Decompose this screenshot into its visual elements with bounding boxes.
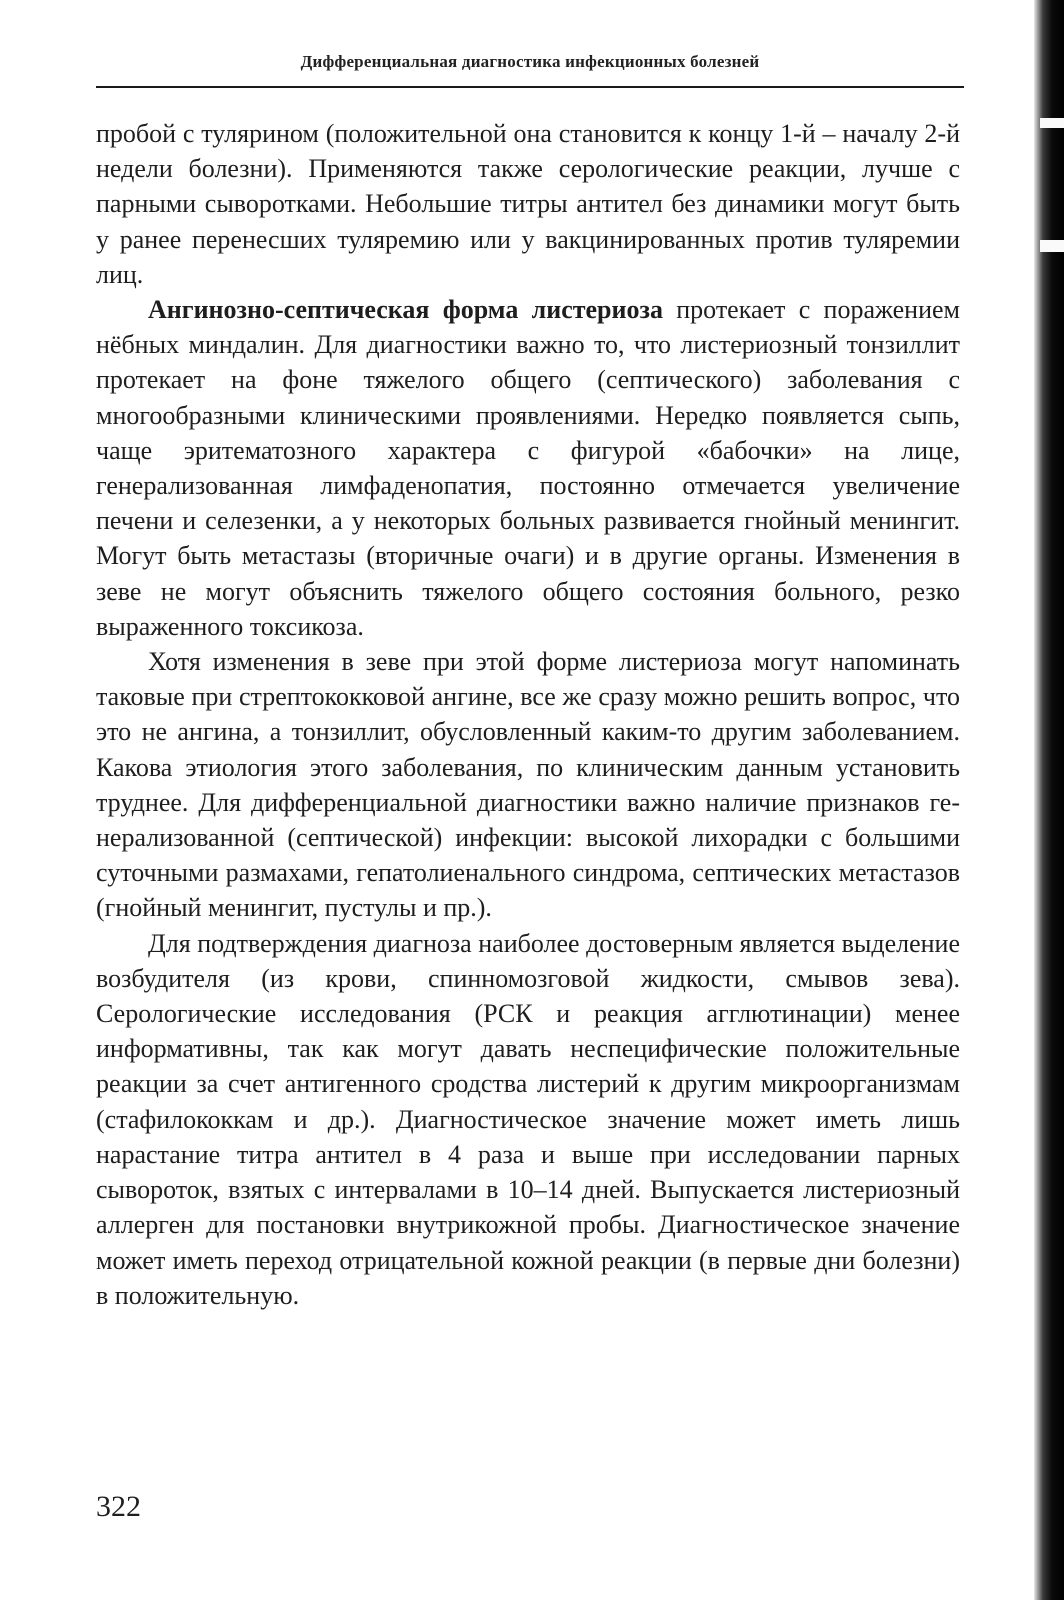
body-text bbox=[96, 116, 960, 1313]
paragraph bbox=[96, 644, 960, 926]
paragraph-text: Для подтверждения диагноза наиболее достоверным является выделение возбудителя (из крови, спинномозговой жидкости, смывов зева). Серологические исследования (РСК и реакция агглютинации) менее информативны, так как могут давать неспецифические положительные реакции за счет антигенного сродства листерий к другим микроорганизмам (стафилококкам и др.). Диагностическое значение может иметь лишь нарастание титра антител в 4 раза и выше при исследовании парных сывороток, взятых с интервалами в 10–14 дней. Выпускается листериозный аллерген для постановки внутрикожной пробы. Диагностическое значение может иметь переход отрицательной кожной реакции (в первые дни болезни) в положительную. bbox=[96, 928, 960, 1310]
paragraph-text: пробой с тулярином (положительной она становится к концу 1-й – началу 2-й недели болезни). Применяются также серологические реакции, лучше с парными сыворотками. Небольшие титры антител без динамики могут быть у ранее перенесших туляремию или у вакцинированных против туляремии лиц. bbox=[96, 119, 960, 289]
paragraph bbox=[96, 926, 960, 1313]
paragraph-text: Хотя изменения в зеве при этой форме листериоза могут напоминать таковые при стрептококковой ангине, все же сразу можно решить вопрос, что это не ангина, а тонзиллит, обусловленный каким-то другим заболеванием. Какова этиология этого заболевания, по клиническим данным установить труднее. Для дифференциальной диагностики важно наличие признаков генерализованной (септической) инфекции: высокой лихорадки с большими суточными размахами, гепатолиенального синдрома, септических метастазов (гнойный менингит, пустулы и пр.). bbox=[96, 647, 960, 923]
paragraph-lead-term: Ангинозно-септическая форма листериоза bbox=[148, 295, 663, 325]
page-number: 322 bbox=[96, 1490, 141, 1523]
paragraph-text: протекает с поражением нёбных миндалин. Для диагностики важно то, что листериозный тонзиллит протекает на фоне тяжелого общего (септического) заболевания с многообразными клиническими проявлениями. Нередко появляется сыпь, чаще эритематозного характера с фигурой «бабочки» на лице, генерализованная лимфаденопатия, постоянно отмечается увеличение печени и селезенки, а у некоторых больных развивается гнойный менингит. Могут быть метастазы (вторичные очаги) и в другие органы. Изменения в зеве не могут объяснить тяжелого общего состояния больного, резко выраженного токсикоза. bbox=[96, 295, 960, 641]
running-header: Дифференциальная диагностика инфекционных болезней bbox=[300, 52, 760, 71]
scan-edge-gap bbox=[1040, 118, 1064, 128]
paragraph bbox=[96, 292, 960, 644]
paragraph bbox=[96, 116, 960, 292]
header-rule bbox=[96, 86, 964, 88]
scan-edge-gap bbox=[1040, 240, 1064, 252]
